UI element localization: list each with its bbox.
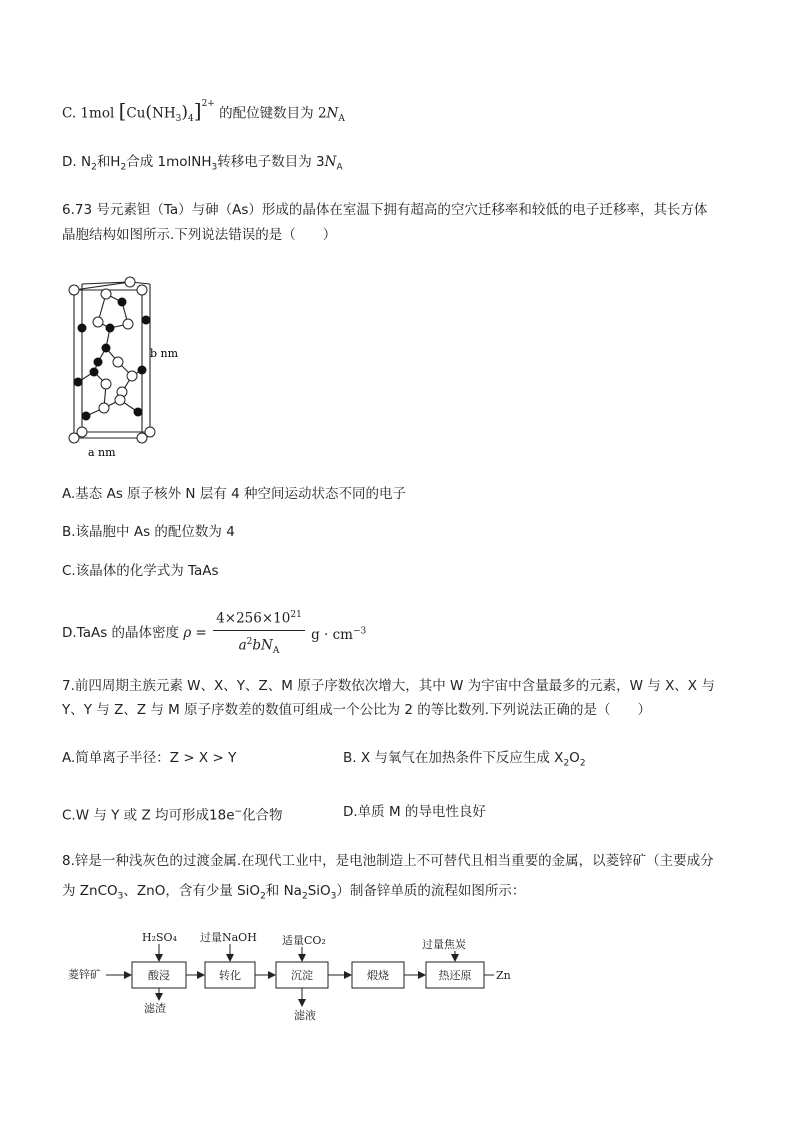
- flow-box-label: 煅烧: [367, 969, 389, 982]
- crystal-cell-figure: [62, 272, 192, 462]
- q6-stem-line1: 6.73 号元素钽（Ta）与砷（As）形成的晶体在室温下拥有超高的空穴迁移率和较低的电子迁移率，其长方体: [62, 202, 708, 218]
- q7-option-a: A.简单离子半径：Z > X > Y: [62, 750, 237, 766]
- reagent-naoh: 过量NaOH: [200, 931, 257, 944]
- reagent-coke: 过量焦炭: [422, 938, 466, 951]
- q7-option-b: B. X 与氧气在加热条件下反应生成 $X_2O_2$: [343, 750, 586, 769]
- label-a-nm: a nm: [88, 446, 116, 459]
- reagent-h2so4: H₂SO₄: [142, 931, 177, 944]
- q5-option-c: C. 1mol $[Cu(NH_3)_4]^{2+}$ 的配位键数目为 $2N_A$: [62, 98, 345, 125]
- q8-stem-line1: 8.锌是一种浅灰色的过渡金属.在现代工业中，是电池制造上不可替代且相当重要的金属，以菱锌矿（主要成分: [62, 853, 714, 869]
- density-fraction: $\frac{4\times 256\times 10^{21}}{a^2bN_A}$: [213, 604, 305, 662]
- q6-option-d: D.TaAs 的晶体密度 ρ = $\frac{4\times 256\times 10^{21}}{a^2bN_A}$ $g \cdot cm^{-3}$: [62, 604, 366, 662]
- output-filtrate: 滤液: [294, 1009, 316, 1022]
- flow-box-label: 热还原: [438, 969, 472, 982]
- flow-box-label: 转化: [219, 969, 241, 982]
- q6-option-b: B.该晶胞中 As 的配位数为 4: [62, 524, 235, 540]
- q5-option-d: D. $N_2$和$H_2$合成 1molNH$_3$转移电子数目为 $3N_A$: [62, 154, 343, 173]
- flow-box-label: 沉淀: [291, 969, 313, 982]
- q7-option-c: C.W 与 Y 或 Z 均可形成18e−化合物: [62, 807, 283, 824]
- flow-box-label: 酸浸: [148, 969, 170, 982]
- output-residue: 滤渣: [144, 1002, 166, 1015]
- q6-option-c: C.该晶体的化学式为 TaAs: [62, 563, 219, 579]
- flow-end-label: Zn: [496, 969, 511, 982]
- q7-stem-line2: Y、Y 与 Z、Z 与 M 原子序数差的数值可组成一个公比为 2 的等比数列.下列说法正确的是（ ）: [62, 702, 652, 718]
- q8-stem-line2: 为 ZnCO$_3$、ZnO，含有少量 SiO$_2$和 $Na_2SiO_3$）制备锌单质的流程如图所示：: [62, 883, 526, 902]
- zinc-process-flowchart: [62, 924, 532, 1029]
- q6-stem-line2: 晶胞结构如图所示.下列说法错误的是（ ）: [62, 227, 337, 243]
- q6-option-a: A.基态 As 原子核外 N 层有 4 种空间运动状态不同的电子: [62, 486, 406, 502]
- q7-stem-line1: 7.前四周期主族元素 W、X、Y、Z、M 原子序数依次增大，其中 W 为宇宙中含量最多的元素，W 与 X、X 与: [62, 678, 715, 694]
- label-b-nm: b nm: [150, 347, 179, 360]
- flow-start-label: 菱锌矿: [68, 968, 101, 981]
- q7-option-d: D.单质 M 的导电性良好: [343, 804, 486, 820]
- reagent-co2: 适量CO₂: [282, 934, 326, 947]
